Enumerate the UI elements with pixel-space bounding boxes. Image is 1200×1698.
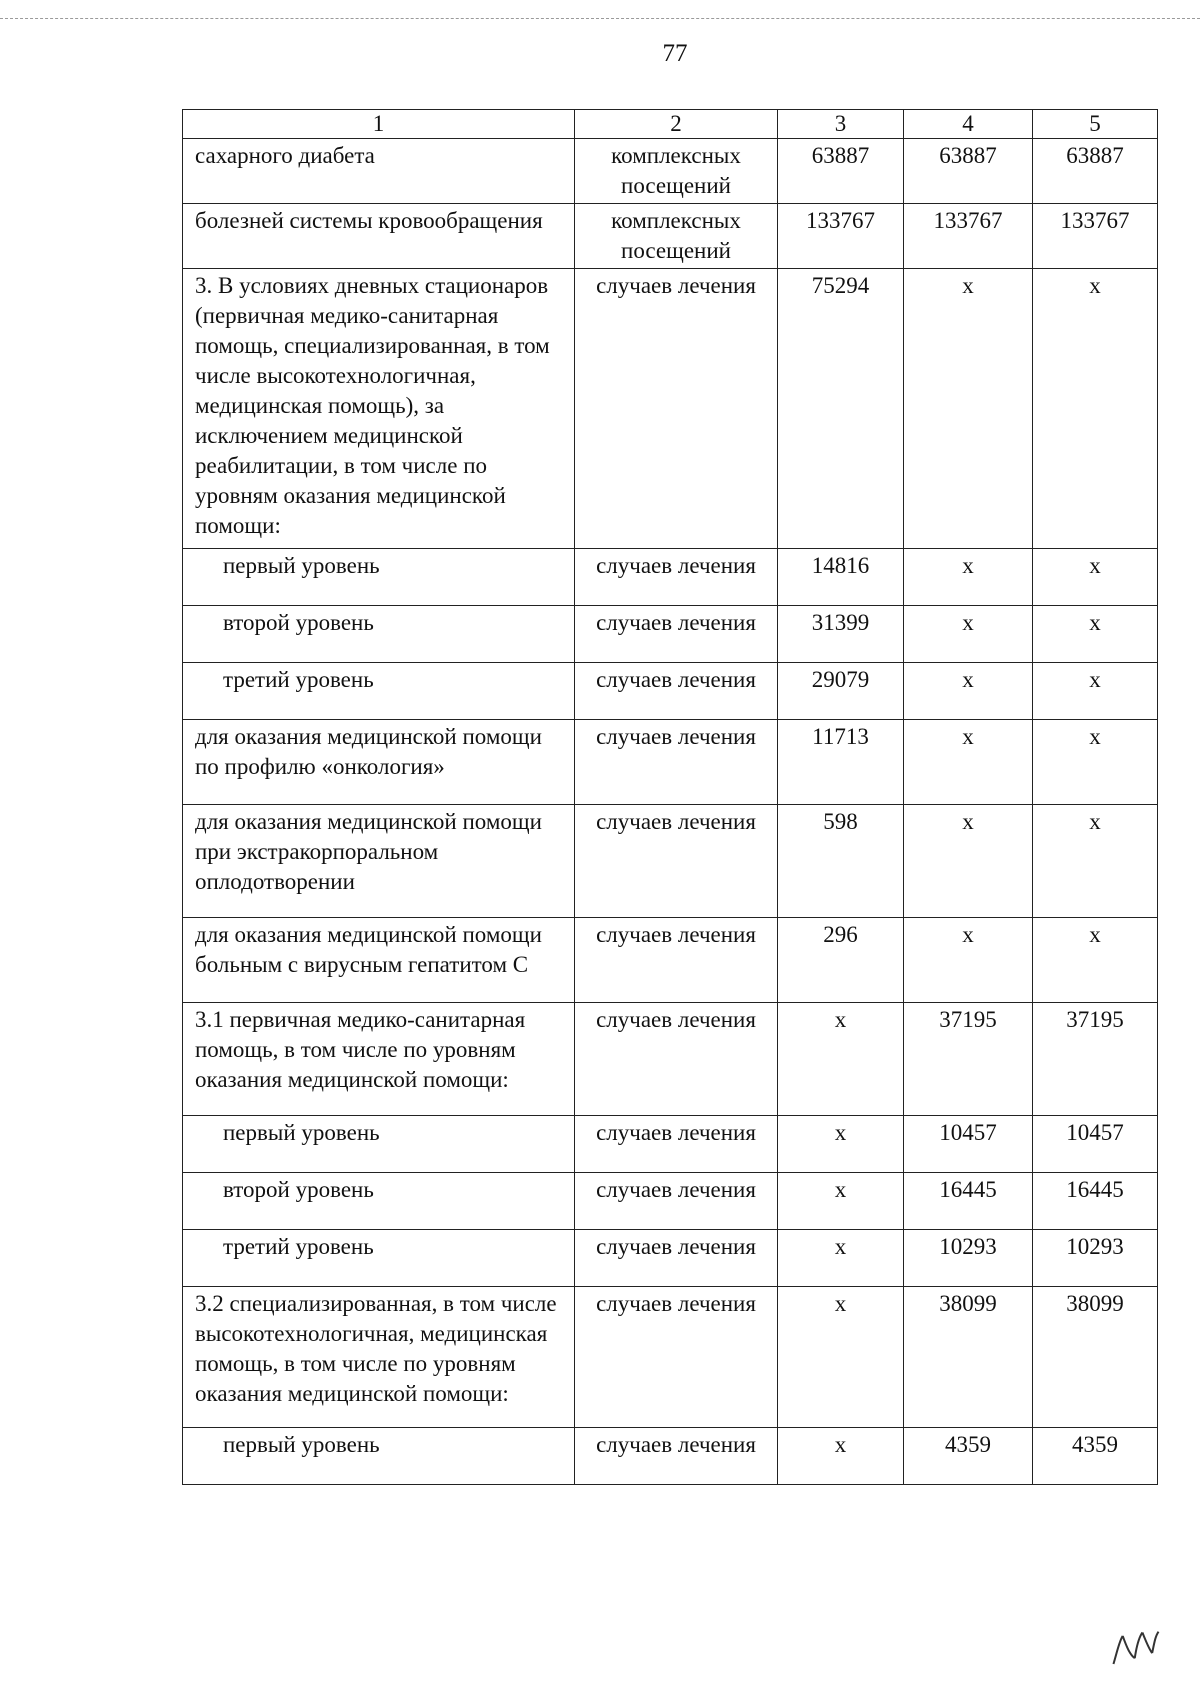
table-row: [183, 1003, 1158, 1116]
scan-border-line: [0, 18, 1200, 19]
table-header-row: [183, 110, 1158, 139]
page-number: 77: [662, 40, 688, 67]
row-label: третий уровень: [183, 1230, 575, 1287]
row-value-col3: 14816: [778, 549, 904, 606]
row-value-col5: х: [1033, 720, 1158, 805]
table-row: [183, 204, 1158, 269]
table-body: [183, 110, 1158, 1485]
row-value-col5: х: [1033, 918, 1158, 1003]
row-unit: комплексных посещений: [575, 204, 778, 269]
table-row: [183, 720, 1158, 805]
row-value-col3: 598: [778, 805, 904, 918]
row-label: для оказания медицинской помощи при экстракорпоральном оплодотворении: [183, 805, 575, 918]
table-row: [183, 139, 1158, 204]
row-value-col4: 133767: [904, 204, 1033, 269]
table-row: [183, 269, 1158, 549]
table-row: [183, 606, 1158, 663]
row-value-col4: 38099: [904, 1287, 1033, 1428]
table-row: [183, 1287, 1158, 1428]
row-value-col4: 10293: [904, 1230, 1033, 1287]
row-value-col4: х: [904, 606, 1033, 663]
row-value-col3: х: [778, 1003, 904, 1116]
row-value-col3: 133767: [778, 204, 904, 269]
table-row: [183, 663, 1158, 720]
row-label: для оказания медицинской помощи по профилю «онкология»: [183, 720, 575, 805]
table-row: [183, 1116, 1158, 1173]
row-unit: случаев лечения: [575, 663, 778, 720]
row-value-col4: 10457: [904, 1116, 1033, 1173]
row-label: третий уровень: [183, 663, 575, 720]
row-value-col4: х: [904, 805, 1033, 918]
row-unit: случаев лечения: [575, 1428, 778, 1485]
column-header-5: 5: [1033, 110, 1158, 139]
row-value-col3: х: [778, 1287, 904, 1428]
row-value-col5: 37195: [1033, 1003, 1158, 1116]
row-value-col5: х: [1033, 549, 1158, 606]
table-row: [183, 918, 1158, 1003]
row-unit: случаев лечения: [575, 269, 778, 549]
row-value-col4: 63887: [904, 139, 1033, 204]
row-value-col5: 63887: [1033, 139, 1158, 204]
row-unit: случаев лечения: [575, 720, 778, 805]
row-value-col5: 4359: [1033, 1428, 1158, 1485]
row-label: 3.2 специализированная, в том числе высокотехнологичная, медицинская помощь, в том числе по уровням оказания медицинской помощи:: [183, 1287, 575, 1428]
row-value-col5: 10457: [1033, 1116, 1158, 1173]
row-unit: случаев лечения: [575, 549, 778, 606]
row-value-col4: х: [904, 549, 1033, 606]
row-unit: случаев лечения: [575, 1116, 778, 1173]
row-label: второй уровень: [183, 606, 575, 663]
row-unit: случаев лечения: [575, 606, 778, 663]
row-label: 3.1 первичная медико-санитарная помощь, в том числе по уровням оказания медицинской помощи:: [183, 1003, 575, 1116]
table-row: [183, 1230, 1158, 1287]
row-value-col5: х: [1033, 606, 1158, 663]
row-unit: случаев лечения: [575, 918, 778, 1003]
row-value-col3: 29079: [778, 663, 904, 720]
row-unit: случаев лечения: [575, 1287, 778, 1428]
row-value-col5: х: [1033, 663, 1158, 720]
row-label: второй уровень: [183, 1173, 575, 1230]
row-value-col3: 31399: [778, 606, 904, 663]
row-value-col5: х: [1033, 269, 1158, 549]
row-label: для оказания медицинской помощи больным с вирусным гепатитом С: [183, 918, 575, 1003]
row-value-col5: 10293: [1033, 1230, 1158, 1287]
row-value-col5: 16445: [1033, 1173, 1158, 1230]
row-label: болезней системы кровообращения: [183, 204, 575, 269]
row-label: первый уровень: [183, 1116, 575, 1173]
column-header-2: 2: [575, 110, 778, 139]
row-value-col3: 296: [778, 918, 904, 1003]
row-value-col3: х: [778, 1230, 904, 1287]
table-row: [183, 1428, 1158, 1485]
row-value-col3: 63887: [778, 139, 904, 204]
row-value-col3: 11713: [778, 720, 904, 805]
row-label: 3. В условиях дневных стационаров (первичная медико-санитарная помощь, специализированная, в том числе высокотехнологичная, медицинская помощь), за исключением медицинской реабилитации, в том числе по уровням оказания медицинской помощи:: [183, 269, 575, 549]
row-unit: случаев лечения: [575, 1173, 778, 1230]
table-row: [183, 1173, 1158, 1230]
row-value-col4: 4359: [904, 1428, 1033, 1485]
row-label: сахарного диабета: [183, 139, 575, 204]
row-value-col3: х: [778, 1173, 904, 1230]
row-value-col3: х: [778, 1116, 904, 1173]
row-value-col5: 133767: [1033, 204, 1158, 269]
column-header-1: 1: [183, 110, 575, 139]
row-label: первый уровень: [183, 549, 575, 606]
row-value-col4: х: [904, 918, 1033, 1003]
row-value-col4: х: [904, 663, 1033, 720]
table-row: [183, 805, 1158, 918]
column-header-4: 4: [904, 110, 1033, 139]
row-value-col3: х: [778, 1428, 904, 1485]
row-unit: комплексных посещений: [575, 139, 778, 204]
row-value-col4: 16445: [904, 1173, 1033, 1230]
row-value-col5: х: [1033, 805, 1158, 918]
row-unit: случаев лечения: [575, 805, 778, 918]
row-value-col4: х: [904, 720, 1033, 805]
row-label: первый уровень: [183, 1428, 575, 1485]
row-value-col5: 38099: [1033, 1287, 1158, 1428]
column-header-3: 3: [778, 110, 904, 139]
table-row: [183, 549, 1158, 606]
row-value-col4: 37195: [904, 1003, 1033, 1116]
row-unit: случаев лечения: [575, 1003, 778, 1116]
handwritten-initials: [1102, 1623, 1168, 1673]
row-unit: случаев лечения: [575, 1230, 778, 1287]
row-value-col4: х: [904, 269, 1033, 549]
data-table: [182, 109, 1158, 1485]
row-value-col3: 75294: [778, 269, 904, 549]
